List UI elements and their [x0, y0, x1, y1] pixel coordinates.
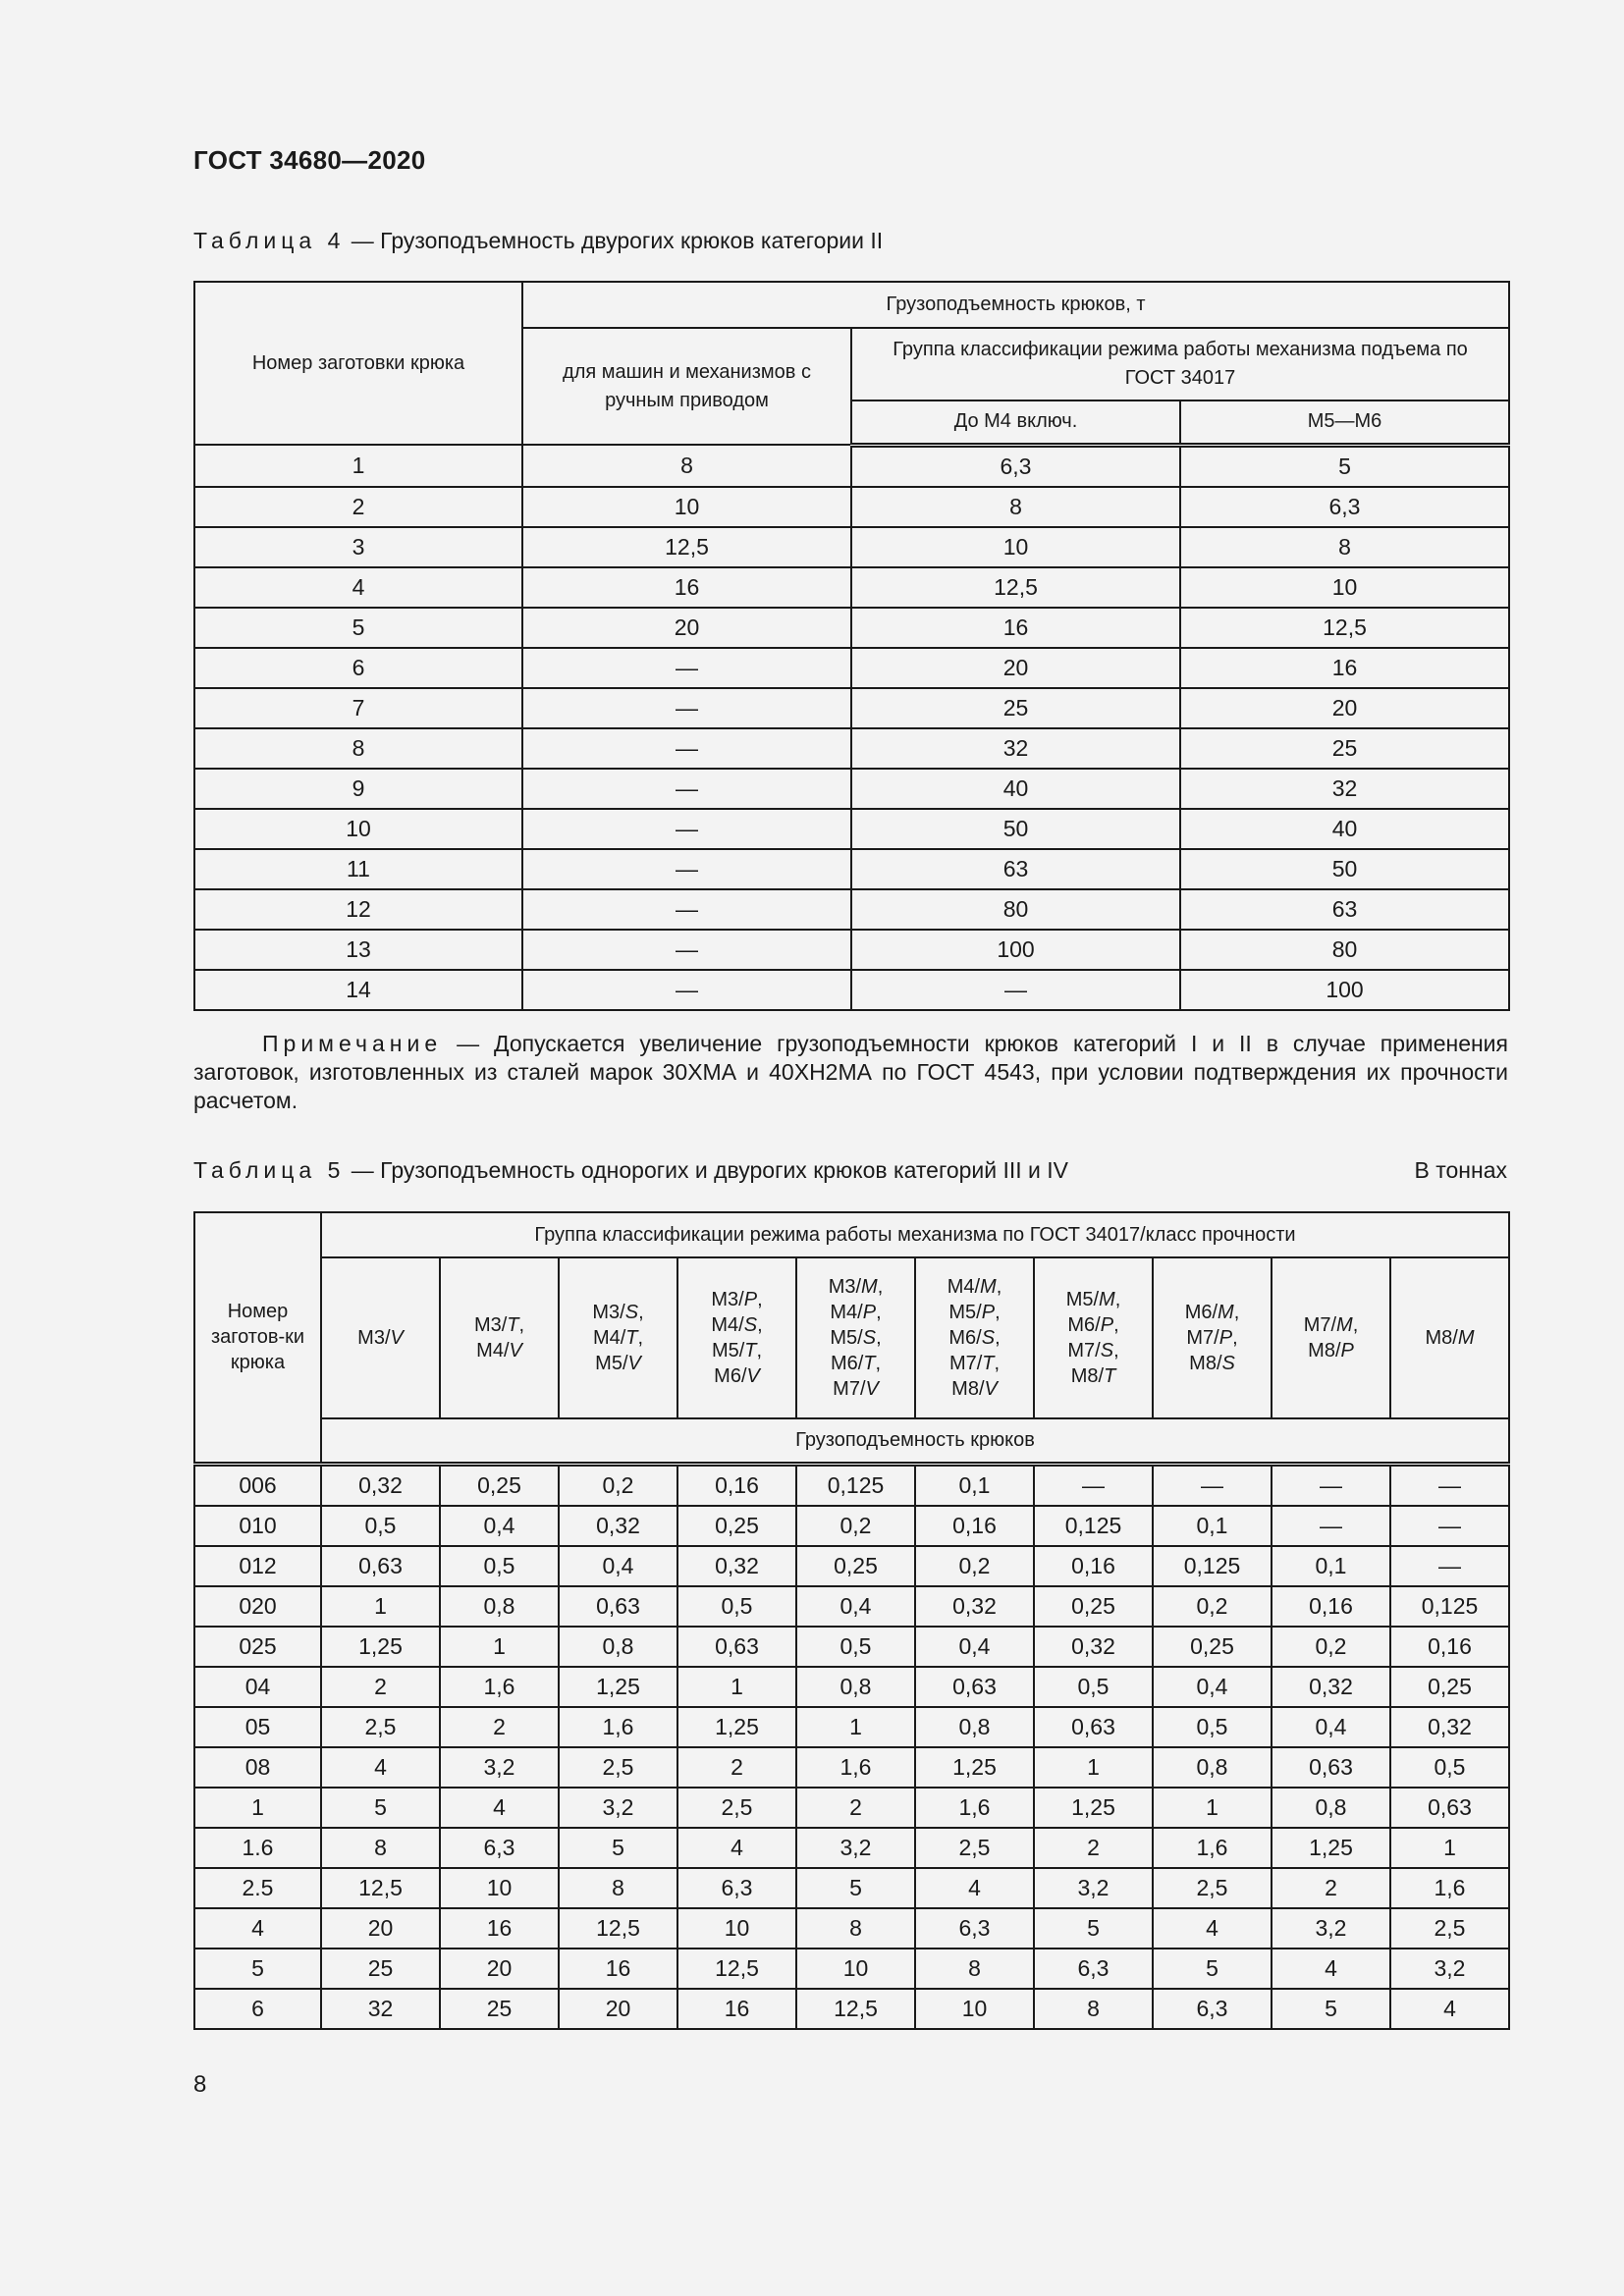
table4-header-col-m5m6: М5—М6 — [1180, 400, 1509, 445]
table5-cell: 0,63 — [1034, 1707, 1153, 1747]
table5-cell: 2.5 — [194, 1868, 321, 1908]
table4-cell: 63 — [851, 849, 1180, 889]
table5-cell: 20 — [321, 1908, 440, 1949]
table5-row — [194, 1586, 1509, 1627]
table4-cell: 10 — [194, 809, 522, 849]
table4-cell: 63 — [1180, 889, 1509, 930]
table5-units: В тоннах — [1414, 1157, 1507, 1183]
table5-row — [194, 1707, 1509, 1747]
table5-cell: 4 — [194, 1908, 321, 1949]
table5-cell: — — [1272, 1506, 1390, 1546]
table4-header-group: Группа классификации режима работы механизма подъема по ГОСТ 34017 — [851, 328, 1509, 400]
table5-cell: 1,6 — [915, 1788, 1034, 1828]
table5-cell: 1 — [321, 1586, 440, 1627]
table4-cell: 10 — [522, 487, 851, 527]
table5-cell: 1 — [1153, 1788, 1272, 1828]
table5-cell: 1 — [1390, 1828, 1509, 1868]
table5-cell: 2 — [677, 1747, 796, 1788]
table5-cell: 3,2 — [440, 1747, 559, 1788]
table5-cell: 4 — [677, 1828, 796, 1868]
table5-cell: 6,3 — [1034, 1949, 1153, 1989]
table5-cell: 10 — [796, 1949, 915, 1989]
table5-row — [194, 1788, 1509, 1828]
table5-cell: 0,125 — [796, 1464, 915, 1506]
table4-header-manual: для машин и механизмов с ручным приводом — [522, 328, 851, 445]
table5-cell: 0,32 — [915, 1586, 1034, 1627]
table5-cell: 4 — [321, 1747, 440, 1788]
table5-cell: 0,1 — [1153, 1506, 1272, 1546]
table5-cell: 1,25 — [915, 1747, 1034, 1788]
table5-row — [194, 1949, 1509, 1989]
table5-cell: 04 — [194, 1667, 321, 1707]
table5-header-capacity: Грузоподъемность крюков — [321, 1418, 1509, 1464]
table5-cell: 1,25 — [1034, 1788, 1153, 1828]
table5-cell: 0,25 — [677, 1506, 796, 1546]
table4-row — [194, 809, 1509, 849]
table5-cell: 0,8 — [796, 1667, 915, 1707]
table4-cell: 7 — [194, 688, 522, 728]
table5-cell: 6,3 — [1153, 1989, 1272, 2029]
table5-cell: 0,5 — [677, 1586, 796, 1627]
table4-cell: 80 — [851, 889, 1180, 930]
table4-cell: — — [522, 769, 851, 809]
table5-cell: 0,4 — [796, 1586, 915, 1627]
table5-cell: 0,4 — [1272, 1707, 1390, 1747]
table5-cell: 10 — [915, 1989, 1034, 2029]
table5-cell: 0,32 — [1272, 1667, 1390, 1707]
table5-cell: 0,8 — [440, 1586, 559, 1627]
table4-cell: 4 — [194, 567, 522, 608]
table5-cell: 0,32 — [559, 1506, 677, 1546]
table5-cell: 5 — [1153, 1949, 1272, 1989]
table5-cell: 1 — [796, 1707, 915, 1747]
table5-cell: 0,16 — [1034, 1546, 1153, 1586]
table5-caption — [193, 1157, 1068, 1184]
table5-cell: 5 — [1272, 1989, 1390, 2029]
table5-cell: 0,5 — [1034, 1667, 1153, 1707]
table5-cell: 0,8 — [1153, 1747, 1272, 1788]
table5-cell: 0,2 — [1272, 1627, 1390, 1667]
note-label: Примечание — [262, 1031, 443, 1056]
table5-cell: 0,16 — [677, 1464, 796, 1506]
table5-cell: 0,2 — [559, 1464, 677, 1506]
table5-cell: 0,4 — [915, 1627, 1034, 1667]
table5-cell: 0,1 — [1272, 1546, 1390, 1586]
table5-header-class: M6/M, M7/P, M8/S — [1153, 1257, 1272, 1418]
table5-cell: 3,2 — [796, 1828, 915, 1868]
table4-cell: 8 — [522, 445, 851, 487]
table5-cell: 0,2 — [796, 1506, 915, 1546]
table5-cell: 0,25 — [440, 1464, 559, 1506]
table5-cell: 0,63 — [677, 1627, 796, 1667]
table4-header-capacity: Грузоподъемность крюков, т — [522, 282, 1509, 328]
table4-row — [194, 608, 1509, 648]
table5-header-class: M3/M, M4/P, M5/S, M6/T, M7/V — [796, 1257, 915, 1418]
table5-cell: 0,5 — [1390, 1747, 1509, 1788]
table5-cell: 4 — [440, 1788, 559, 1828]
table4-cell: 14 — [194, 970, 522, 1010]
table5-caption-label: Таблица 5 — [193, 1157, 346, 1183]
table5-cell: 5 — [1034, 1908, 1153, 1949]
table5-cell: — — [1034, 1464, 1153, 1506]
table5-header-class: M8/M — [1390, 1257, 1509, 1418]
table5-cell: 025 — [194, 1627, 321, 1667]
table5-cell: 0,25 — [1390, 1667, 1509, 1707]
table5-cell: 2 — [321, 1667, 440, 1707]
table5-cell: 0,25 — [796, 1546, 915, 1586]
table4-cell: — — [522, 648, 851, 688]
table5-cell: 1,25 — [1272, 1828, 1390, 1868]
table4-cell: 8 — [1180, 527, 1509, 567]
table5-cell: 08 — [194, 1747, 321, 1788]
table4-cell: 8 — [194, 728, 522, 769]
table4-cell: 13 — [194, 930, 522, 970]
table5-cell: 3,2 — [1272, 1908, 1390, 1949]
table4-row — [194, 567, 1509, 608]
table5-header-class: M4/M, M5/P, M6/S, M7/T, M8/V — [915, 1257, 1034, 1418]
table5-header-class: M5/M, M6/P, M7/S, M8/T — [1034, 1257, 1153, 1418]
table5-row — [194, 1828, 1509, 1868]
table5-cell: 8 — [1034, 1989, 1153, 2029]
table5-cell: 0,16 — [1390, 1627, 1509, 1667]
table5-cell: 010 — [194, 1506, 321, 1546]
table5-cell: 1.6 — [194, 1828, 321, 1868]
table5-cell: — — [1390, 1506, 1509, 1546]
table4-cell: 16 — [522, 567, 851, 608]
table5-cell: 3,2 — [1034, 1868, 1153, 1908]
table5-cell: 2 — [440, 1707, 559, 1747]
table5-header-blank-number: Номер заготов-ки крюка — [194, 1212, 321, 1464]
table4-row — [194, 445, 1509, 487]
table5-cell: 10 — [677, 1908, 796, 1949]
table5-cell: 25 — [321, 1949, 440, 1989]
table5-body — [194, 1464, 1509, 2029]
table4-cell: 10 — [1180, 567, 1509, 608]
table4-cell: 25 — [851, 688, 1180, 728]
table4-cell: 100 — [1180, 970, 1509, 1010]
table4-cell: 6 — [194, 648, 522, 688]
table4-cell: 16 — [851, 608, 1180, 648]
table4-cell: 12,5 — [522, 527, 851, 567]
table4-cell: 2 — [194, 487, 522, 527]
table5-cell: 8 — [321, 1828, 440, 1868]
table5-cell: 0,5 — [440, 1546, 559, 1586]
table5-cell: 2,5 — [321, 1707, 440, 1747]
table5-cell: 1 — [677, 1667, 796, 1707]
table5 — [193, 1211, 1510, 2030]
table5-cell: 1 — [440, 1627, 559, 1667]
table5-cell: 1,25 — [321, 1627, 440, 1667]
table5-cell: 1,6 — [1153, 1828, 1272, 1868]
table5-cell: 0,16 — [1272, 1586, 1390, 1627]
table5-cell: 12,5 — [677, 1949, 796, 1989]
table5-cell: 1,25 — [677, 1707, 796, 1747]
table5-cell: 0,125 — [1390, 1586, 1509, 1627]
table5-cell: — — [1390, 1546, 1509, 1586]
table5-cell: 2,5 — [677, 1788, 796, 1828]
table5-cell: 020 — [194, 1586, 321, 1627]
table5-row — [194, 1908, 1509, 1949]
table4-cell: 20 — [522, 608, 851, 648]
table5-cell: 4 — [1153, 1908, 1272, 1949]
table4 — [193, 281, 1510, 1011]
table4-caption-label: Таблица 4 — [193, 228, 346, 253]
table4-cell: 5 — [1180, 445, 1509, 487]
table5-cell: 1 — [1034, 1747, 1153, 1788]
table4-cell: 5 — [194, 608, 522, 648]
table4-cell: — — [522, 688, 851, 728]
table4-row — [194, 688, 1509, 728]
table4-cell: — — [522, 728, 851, 769]
table4-cell: — — [522, 889, 851, 930]
table5-header-group: Группа классификации режима работы механизма по ГОСТ 34017/класс прочности — [321, 1212, 1509, 1257]
table5-cell: 2,5 — [1390, 1908, 1509, 1949]
table5-cell: 0,2 — [915, 1546, 1034, 1586]
table5-header-class: M3/V — [321, 1257, 440, 1418]
table4-caption — [193, 228, 883, 254]
table5-cell: 0,25 — [1153, 1627, 1272, 1667]
table4-cell: 32 — [851, 728, 1180, 769]
table5-cell: 20 — [440, 1949, 559, 1989]
table5-cell: 2,5 — [915, 1828, 1034, 1868]
table5-cell: 0,32 — [321, 1464, 440, 1506]
table4-cell: 6,3 — [1180, 487, 1509, 527]
table5-cell: 12,5 — [321, 1868, 440, 1908]
table5-cell: 16 — [559, 1949, 677, 1989]
table5-cell: 0,63 — [321, 1546, 440, 1586]
table4-row — [194, 930, 1509, 970]
table5-cell: 0,32 — [677, 1546, 796, 1586]
table5-cell: 20 — [559, 1989, 677, 2029]
table5-cell: 0,16 — [915, 1506, 1034, 1546]
table5-cell: — — [1272, 1464, 1390, 1506]
table4-cell: 16 — [1180, 648, 1509, 688]
table5-cell: 05 — [194, 1707, 321, 1747]
table5-cell: 4 — [915, 1868, 1034, 1908]
table5-header-class: M3/S, M4/T, M5/V — [559, 1257, 677, 1418]
table5-cell: 0,8 — [559, 1627, 677, 1667]
table4-row — [194, 487, 1509, 527]
table5-cell: 0,1 — [915, 1464, 1034, 1506]
table4-cell: 20 — [851, 648, 1180, 688]
table4-row — [194, 769, 1509, 809]
table5-cell: 12,5 — [559, 1908, 677, 1949]
table4-body — [194, 445, 1509, 1010]
table5-row — [194, 1989, 1509, 2029]
table4-cell: 25 — [1180, 728, 1509, 769]
table5-cell: 0,5 — [796, 1627, 915, 1667]
table5-cell: 16 — [677, 1989, 796, 2029]
table5-cell: 0,4 — [440, 1506, 559, 1546]
table5-cell: 6,3 — [440, 1828, 559, 1868]
table4-cell: — — [522, 809, 851, 849]
table5-cell: 2,5 — [559, 1747, 677, 1788]
table4-cell: — — [522, 849, 851, 889]
table5-cell: 006 — [194, 1464, 321, 1506]
table5-cell: 1 — [194, 1788, 321, 1828]
table5-cell: 0,8 — [915, 1707, 1034, 1747]
table4-cell: 12,5 — [1180, 608, 1509, 648]
table4-cell: 1 — [194, 445, 522, 487]
table4-cell: 8 — [851, 487, 1180, 527]
table4-cell: — — [522, 930, 851, 970]
table5-cell: 1,6 — [559, 1707, 677, 1747]
table4-cell: 50 — [1180, 849, 1509, 889]
table5-cell: 0,4 — [1153, 1667, 1272, 1707]
table5-cell: 6,3 — [915, 1908, 1034, 1949]
table4-cell: 3 — [194, 527, 522, 567]
document-title: ГОСТ 34680—2020 — [193, 145, 426, 175]
table5-cell: 3,2 — [1390, 1949, 1509, 1989]
table5-cell: 1,6 — [796, 1747, 915, 1788]
table5-cell: 0,63 — [915, 1667, 1034, 1707]
table5-header-class: M7/M, M8/P — [1272, 1257, 1390, 1418]
table5-row — [194, 1627, 1509, 1667]
table5-cell: 0,125 — [1034, 1506, 1153, 1546]
table5-cell: 5 — [194, 1949, 321, 1989]
table5-cell: 5 — [321, 1788, 440, 1828]
table5-header-class: M3/T, M4/V — [440, 1257, 559, 1418]
table5-cell: 6 — [194, 1989, 321, 2029]
table5-row — [194, 1464, 1509, 1506]
table4-cell: 12 — [194, 889, 522, 930]
table4-note — [193, 1030, 1508, 1115]
table5-cell: 1,25 — [559, 1667, 677, 1707]
table5-cell: 0,63 — [1390, 1788, 1509, 1828]
table5-cell: 0,63 — [559, 1586, 677, 1627]
table4-header-col-m4: До М4 включ. — [851, 400, 1180, 445]
table5-cell: 12,5 — [796, 1989, 915, 2029]
table5-row — [194, 1747, 1509, 1788]
table5-cell: 6,3 — [677, 1868, 796, 1908]
table5-cell: 0,2 — [1153, 1586, 1272, 1627]
table5-cell: 4 — [1390, 1989, 1509, 2029]
table4-cell: 40 — [1180, 809, 1509, 849]
table5-cell: 32 — [321, 1989, 440, 2029]
table5-row — [194, 1546, 1509, 1586]
table4-row — [194, 527, 1509, 567]
table5-cell: 10 — [440, 1868, 559, 1908]
table4-cell: 9 — [194, 769, 522, 809]
table5-cell: 8 — [915, 1949, 1034, 1989]
table5-cell: 1,6 — [1390, 1868, 1509, 1908]
table5-cell: 2 — [1272, 1868, 1390, 1908]
table4-row — [194, 648, 1509, 688]
table5-cell: 16 — [440, 1908, 559, 1949]
table5-cell: 0,32 — [1034, 1627, 1153, 1667]
table4-row — [194, 849, 1509, 889]
table5-cell: 2 — [1034, 1828, 1153, 1868]
table4-cell: 11 — [194, 849, 522, 889]
table5-row — [194, 1506, 1509, 1546]
table5-row — [194, 1868, 1509, 1908]
table5-cell: — — [1153, 1464, 1272, 1506]
table4-cell: 32 — [1180, 769, 1509, 809]
table5-cell: 0,8 — [1272, 1788, 1390, 1828]
table5-cell: — — [1390, 1464, 1509, 1506]
table5-cell: 25 — [440, 1989, 559, 2029]
table4-header-blank-number: Номер заготовки крюка — [194, 282, 522, 445]
table4-row — [194, 970, 1509, 1010]
table4-cell: 20 — [1180, 688, 1509, 728]
table5-cell: 0,25 — [1034, 1586, 1153, 1627]
table5-cell: 012 — [194, 1546, 321, 1586]
table5-cell: 0,32 — [1390, 1707, 1509, 1747]
table5-cell: 4 — [1272, 1949, 1390, 1989]
table5-cell: 2,5 — [1153, 1868, 1272, 1908]
table5-header-class: M3/P, M4/S, M5/T, M6/V — [677, 1257, 796, 1418]
table4-row — [194, 728, 1509, 769]
table4-cell: — — [522, 970, 851, 1010]
table5-row — [194, 1667, 1509, 1707]
table5-cell: 0,4 — [559, 1546, 677, 1586]
table5-cell: 8 — [559, 1868, 677, 1908]
table5-cell: 8 — [796, 1908, 915, 1949]
table4-caption-text: — Грузоподъемность двурогих крюков категории II — [345, 228, 884, 253]
table4-cell: 50 — [851, 809, 1180, 849]
table5-cell: 2 — [796, 1788, 915, 1828]
table4-row — [194, 889, 1509, 930]
table4-cell: 12,5 — [851, 567, 1180, 608]
table4-cell: 100 — [851, 930, 1180, 970]
table4-cell: 80 — [1180, 930, 1509, 970]
table5-cell: 5 — [559, 1828, 677, 1868]
table5-caption-text: — Грузоподъемность однорогих и двурогих крюков категорий III и IV — [345, 1157, 1069, 1183]
table4-cell: — — [851, 970, 1180, 1010]
table5-cell: 0,5 — [1153, 1707, 1272, 1747]
table5-cell: 0,125 — [1153, 1546, 1272, 1586]
note-text: — Допускается увеличение грузоподъемности крюков категорий I и II в случае применения заготовок, изготовленных из сталей марок 30ХМА и 40ХН2МА по ГОСТ 4543, при условии подтверждения их прочности расчетом. — [193, 1031, 1508, 1113]
table4-cell: 6,3 — [851, 445, 1180, 487]
table5-cell: 3,2 — [559, 1788, 677, 1828]
table4-cell: 10 — [851, 527, 1180, 567]
table5-cell: 1,6 — [440, 1667, 559, 1707]
table4-cell: 40 — [851, 769, 1180, 809]
page-number: 8 — [193, 2071, 207, 2098]
table5-cell: 0,63 — [1272, 1747, 1390, 1788]
table5-cell: 0,5 — [321, 1506, 440, 1546]
table5-cell: 5 — [796, 1868, 915, 1908]
